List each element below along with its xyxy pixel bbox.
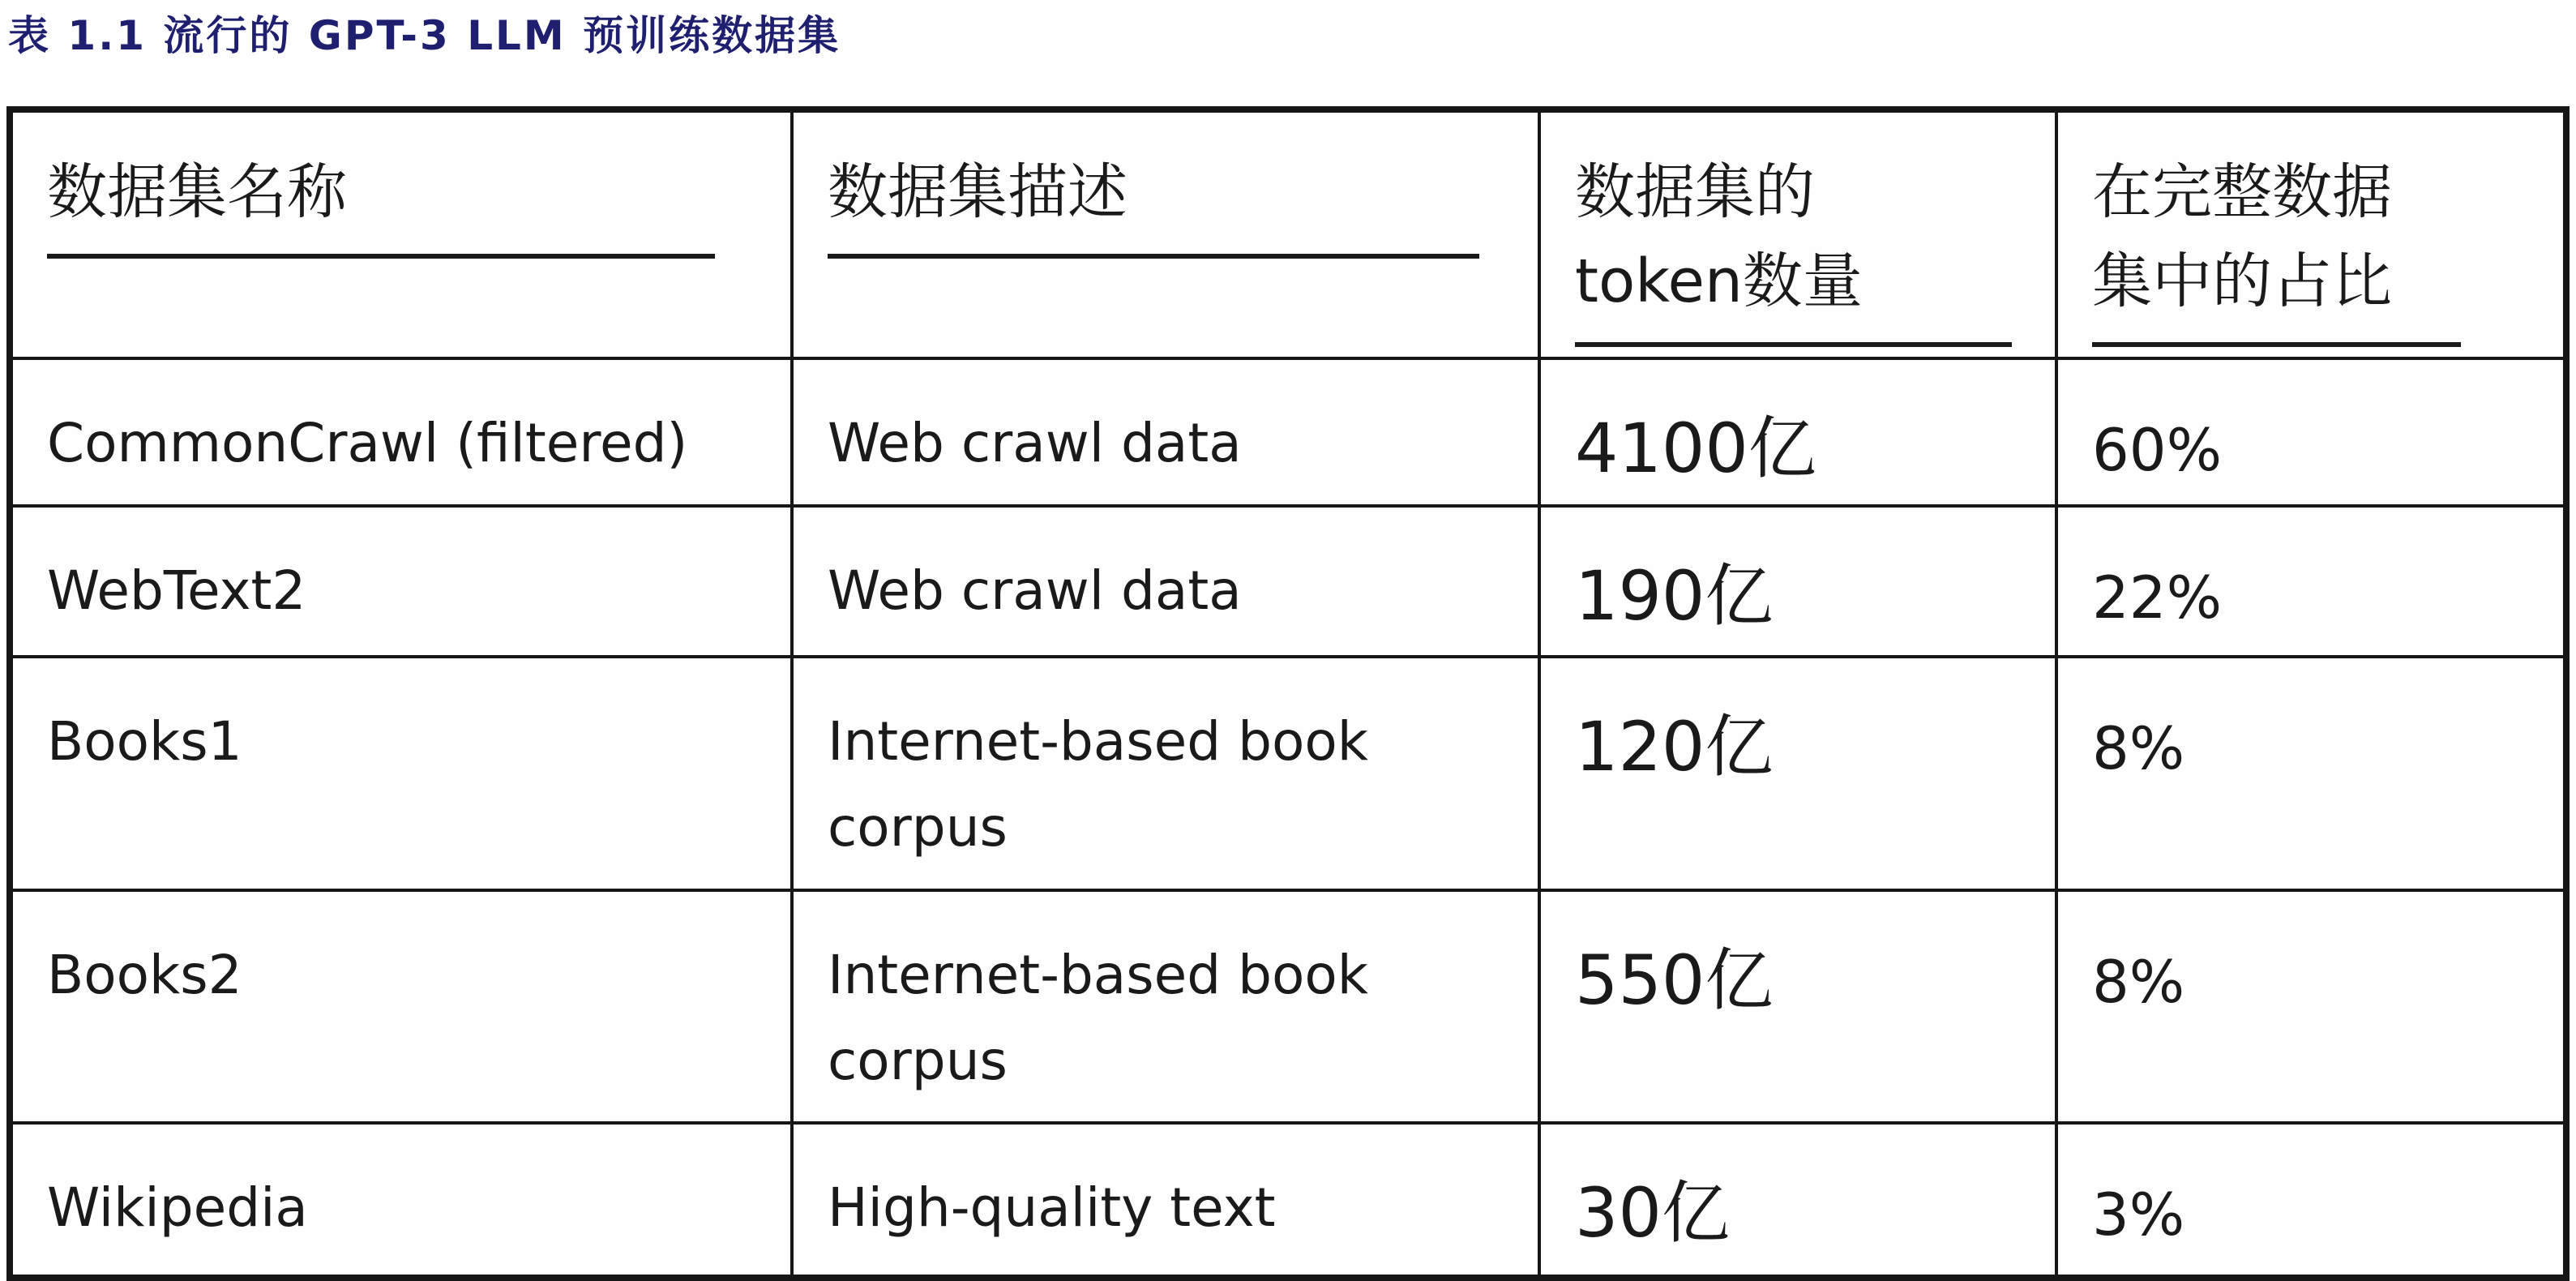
pretraining-datasets-table — [6, 106, 2570, 1281]
table-row-books1 — [10, 657, 2566, 890]
header-label-line2: token数量 — [1575, 246, 1863, 316]
header-label: 数据集的 — [1575, 157, 1815, 227]
header-label-line2: 集中的占比 — [2092, 246, 2392, 316]
proportion-cell: 3% — [2056, 1123, 2566, 1278]
token-count-cell: 190亿 — [1539, 506, 2056, 657]
token-count-cell: 550亿 — [1539, 890, 2056, 1123]
proportion-cell: 8% — [2056, 890, 2566, 1123]
table-row-wikipedia — [10, 1123, 2566, 1278]
dataset-description-cell: Internet-based book corpus — [792, 890, 1539, 1123]
dataset-name-cell: WebText2 — [10, 506, 792, 657]
proportion-cell: 22% — [2056, 506, 2566, 657]
column-header-dataset-name — [10, 109, 792, 358]
token-count-cell: 4100亿 — [1539, 358, 2056, 506]
column-header-token-count — [1539, 109, 2056, 358]
dataset-description-cell: High-quality text — [792, 1123, 1539, 1278]
header-label: 在完整数据 — [2092, 157, 2392, 227]
dataset-name-cell: Books1 — [10, 657, 792, 890]
table-row-books2 — [10, 890, 2566, 1123]
dataset-description-cell: Internet-based book corpus — [792, 657, 1539, 890]
table-row-webtext2 — [10, 506, 2566, 657]
table-row-commoncrawl — [10, 358, 2566, 506]
dataset-description-cell: Web crawl data — [792, 506, 1539, 657]
dataset-name-cell: CommonCrawl (filtered) — [10, 358, 792, 506]
column-header-proportion — [2056, 109, 2566, 358]
column-header-dataset-description — [792, 109, 1539, 358]
header-label: 数据集名称 — [47, 157, 347, 227]
dataset-name-cell: Books2 — [10, 890, 792, 1123]
header-underline-rule — [47, 148, 715, 259]
header-underline-rule — [2092, 148, 2461, 347]
page-title: 表 1.1 流行的 GPT-3 LLM 预训练数据集 — [8, 12, 841, 59]
header-underline-rule — [1575, 148, 2012, 347]
table-header-row — [10, 109, 2566, 358]
header-label: 数据集描述 — [828, 157, 1128, 227]
token-count-cell: 120亿 — [1539, 657, 2056, 890]
proportion-cell: 8% — [2056, 657, 2566, 890]
token-count-cell: 30亿 — [1539, 1123, 2056, 1278]
dataset-name-cell: Wikipedia — [10, 1123, 792, 1278]
proportion-cell: 60% — [2056, 358, 2566, 506]
dataset-description-cell: Web crawl data — [792, 358, 1539, 506]
header-underline-rule — [828, 148, 1479, 259]
